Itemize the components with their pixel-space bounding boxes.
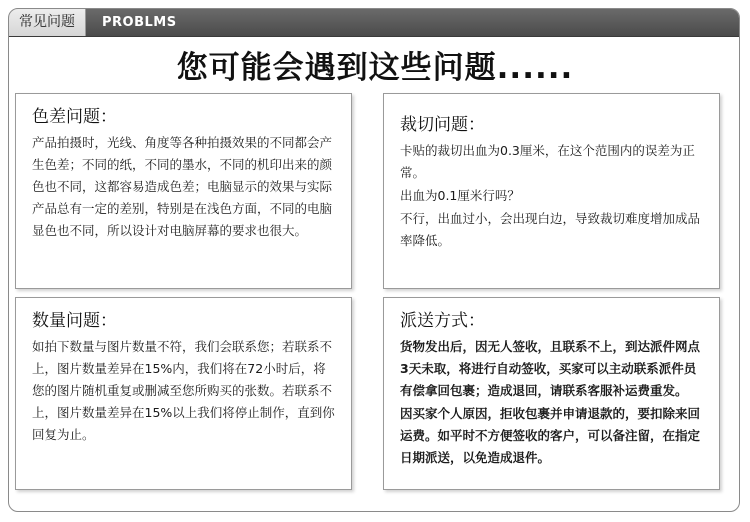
cropping-card (383, 93, 720, 289)
cropping-title: 裁切问题： (400, 115, 485, 135)
header-tab-faq: 常见问题 (9, 9, 86, 36)
color-difference-title: 色差问题： (32, 107, 117, 127)
header-tab-problems: PROBLMS (102, 15, 177, 30)
header-bar (9, 9, 739, 37)
quantity-body: 如拍下数量与图片数量不符，我们会联系您；若联系不上，图片数量差异在15%内，我们将在72小时后，将您的图片随机重复或删减至您所购买的张数。若联系不上，图片数量差异在15%以上我们将停止制作，直到你回复为止。 (32, 339, 335, 442)
shipping-body-2: 因买家个人原因，拒收包裹并申请退款的，要扣除来回运费。如平时不方便签收的客户，可以备注留，在指定日期派送，以免造成退件。 (400, 406, 701, 465)
cropping-body-1: 卡贴的裁切出血为0.3厘米，在这个范围内的误差为正常。 (400, 143, 695, 180)
cropping-body-3: 不行，出血过小，会出现白边，导致裁切难度增加成品率降低。 (400, 211, 701, 248)
shipping-card (383, 297, 720, 490)
shipping-body-1: 货物发出后，因无人签收，且联系不上，到达派件网点3天未取，将进行自动签收，买家可以主动联系派件员有偿拿回包裹；造成退回，请联系客服补运费重发。 (400, 339, 701, 398)
cropping-body-2: 出血为0.1厘米行吗？ (400, 188, 520, 203)
page-title: 您可能会遇到这些问题...... (176, 50, 574, 86)
quantity-card (15, 297, 352, 490)
color-difference-card (15, 93, 352, 289)
shipping-title: 派送方式： (400, 311, 485, 331)
quantity-title: 数量问题： (32, 311, 117, 331)
color-difference-body: 产品拍摄时，光线、角度等各种拍摄效果的不同都会产生色差；不同的纸，不同的墨水，不同的机印出来的颜色也不同，这都容易造成色差；电脑显示的效果与实际产品总有一定的差别，特别是在浅色方面，不同的电脑显色也不同，所以设计对电脑屏幕的要求也很大。 (32, 135, 333, 238)
